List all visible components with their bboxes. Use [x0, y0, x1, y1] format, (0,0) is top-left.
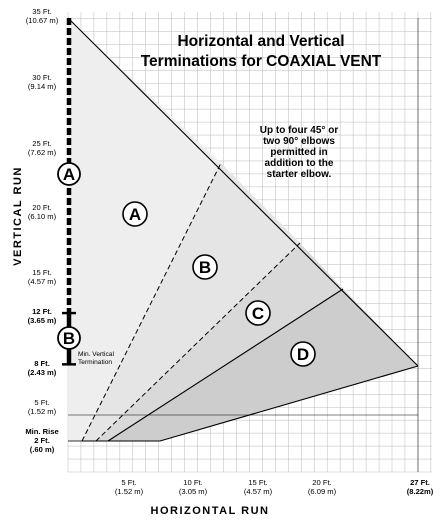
min-vertical-termination-label: Min. Vertical [78, 351, 114, 358]
x-tick-label: (4.57 m) [243, 487, 273, 496]
y-tick-label: 35 Ft. [32, 7, 52, 16]
x-tick-label: (6.09 m) [307, 487, 337, 496]
region-label-c-text: C [251, 304, 265, 323]
elbow-note-line: permitted in [270, 147, 328, 158]
y-tick-label-8ft: 8 Ft. [34, 359, 50, 368]
y-tick-label: 30 Ft. [32, 73, 52, 82]
min-rise-label: (.60 m) [29, 445, 55, 454]
region-label-a [123, 202, 147, 226]
min-rise-label: 2 Ft. [34, 436, 50, 445]
elbow-note-line: Up to four 45° or [259, 125, 339, 136]
region-label-d [291, 342, 315, 366]
y-tick-label: 25 Ft. [32, 139, 52, 148]
y-tick-label-12ft: 12 Ft. [32, 307, 52, 316]
elbow-note-line: two 90° elbows [263, 136, 335, 147]
x-tick-label: (3.05 m) [178, 487, 208, 496]
elbow-note-line: addition to the [264, 158, 334, 169]
x-tick-labels [115, 478, 434, 496]
x-tick-label-27ft: (8.22m) [406, 487, 434, 496]
diagram-title-line-2: Terminations for COAXIAL VENT [140, 53, 382, 70]
region-label-c [246, 301, 270, 325]
x-tick-label: 5 Ft. [121, 478, 137, 487]
x-tick-label: 10 Ft. [183, 478, 203, 487]
y-tick-label: 20 Ft. [32, 203, 52, 212]
y-tick-labels [25, 7, 58, 454]
y-axis-title: VERTICAL RUN [12, 166, 24, 266]
region-label-b [193, 255, 217, 279]
diagram-title-line-1: Horizontal and Vertical [177, 33, 345, 50]
vertical-bar-label-a-text: A [62, 165, 76, 184]
vertical-bar-label-a [58, 163, 80, 185]
region-label-b-text: B [198, 258, 212, 277]
region-label-a-text: A [128, 205, 142, 224]
y-tick-label: (1.52 m) [27, 407, 57, 416]
regions [68, 18, 418, 441]
y-tick-label: 5 Ft. [34, 398, 50, 407]
x-axis-title: HORIZONTAL RUN [150, 505, 270, 517]
y-tick-label-8ft: (2.43 m) [27, 368, 57, 377]
y-tick-label: (6.10 m) [27, 212, 57, 221]
y-tick-label: (9.14 m) [27, 82, 57, 91]
min-rise-label: Min. Rise [25, 427, 59, 436]
x-tick-label: 20 Ft. [312, 478, 332, 487]
min-vertical-termination-label: Termination [78, 359, 113, 366]
x-tick-label: (1.52 m) [114, 487, 144, 496]
y-tick-label: 15 Ft. [32, 268, 52, 277]
vertical-bar-label-b-text: B [62, 329, 76, 348]
y-tick-label: (4.57 m) [27, 277, 57, 286]
y-tick-label-12ft: (3.65 m) [27, 316, 57, 325]
x-tick-label-27ft: 27 Ft. [410, 478, 430, 487]
x-tick-label: 15 Ft. [248, 478, 268, 487]
y-tick-label: (10.67 m) [25, 16, 59, 25]
vertical-bar-label-b [58, 327, 80, 349]
region-label-d-text: D [296, 345, 310, 364]
y-tick-label: (7.62 m) [27, 148, 57, 157]
elbow-note-line: starter elbow. [266, 169, 332, 180]
